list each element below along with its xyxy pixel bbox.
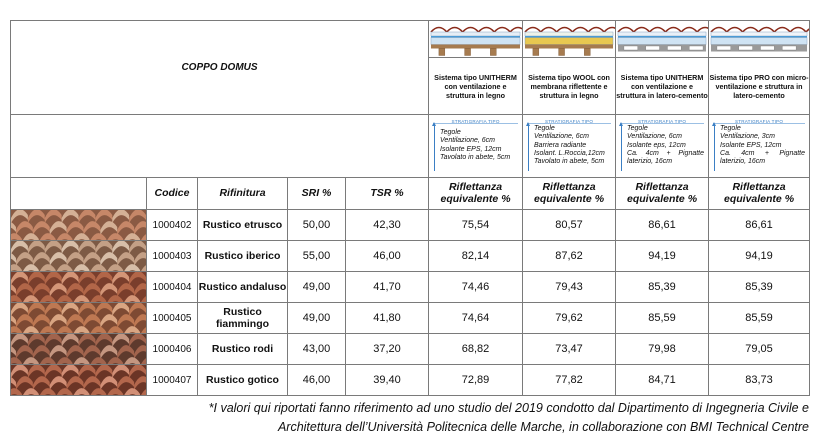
- strat-layer: Tavolato in abete, 5cm: [534, 158, 605, 166]
- col-riflettanza-3: Riflettanza equivalente %: [616, 178, 709, 210]
- table-row: [11, 272, 810, 303]
- cell-sri: 43,00: [288, 334, 346, 365]
- roof-tile-image: [11, 210, 146, 240]
- cell-riflettanza: 79,05: [709, 334, 810, 365]
- col-riflettanza-2: Riflettanza equivalente %: [523, 178, 616, 210]
- col-riflettanza-1: Riflettanza equivalente %: [429, 178, 523, 210]
- reflectance-table: [10, 20, 810, 396]
- stratigraphy-1: [429, 115, 523, 178]
- strat-layer: Isolant. L.Roccia,12cm: [534, 149, 605, 157]
- strat-divider: [433, 123, 518, 124]
- cell-codice: 1000405: [147, 303, 198, 334]
- system-name-1: Sistema tipo UNITHERM con ventilazione e struttura in legno: [429, 58, 523, 115]
- strat-layers: [440, 129, 519, 162]
- cell-riflettanza: 87,62: [523, 241, 616, 272]
- cell-rifinitura: Rustico andaluso: [198, 272, 288, 303]
- system-name-4: Sistema tipo PRO con micro-ventilazione e struttura in latero-cemento: [709, 58, 810, 115]
- cell-codice: 1000402: [147, 210, 198, 241]
- roof-tile-image: [11, 365, 146, 395]
- system-image-2: [523, 21, 616, 58]
- cell-sri: 55,00: [288, 241, 346, 272]
- footnote-line-2: Architettura dell’Università Politecnica delle Marche, in collaborazione con BMI Technical Centre: [277, 420, 809, 434]
- strat-layers: [534, 125, 612, 166]
- cell-tsr: 41,80: [346, 303, 429, 334]
- arrow-up-icon: [621, 125, 622, 171]
- arrow-up-icon: [714, 125, 715, 171]
- col-codice: Codice: [147, 178, 198, 210]
- cell-sri: 50,00: [288, 210, 346, 241]
- strat-layer: Tavolato in abete, 5cm: [440, 153, 511, 161]
- strat-divider: [527, 123, 611, 124]
- tile-swatch: [11, 303, 147, 334]
- cell-riflettanza: 84,71: [616, 365, 709, 396]
- cell-rifinitura: Rustico fiammingo: [198, 303, 288, 334]
- stratigraphy-4: [709, 115, 810, 178]
- col-tsr: TSR %: [346, 178, 429, 210]
- cell-sri: 46,00: [288, 365, 346, 396]
- strat-layer: Barriera radiante: [534, 141, 587, 149]
- tile-swatch: [11, 210, 147, 241]
- roof-tile-image: [11, 272, 146, 302]
- strat-layer: Ventilazione, 6cm: [534, 133, 590, 141]
- cell-codice: 1000403: [147, 241, 198, 272]
- cell-riflettanza: 86,61: [709, 210, 810, 241]
- cell-riflettanza: 85,59: [709, 303, 810, 334]
- cell-riflettanza: 85,39: [709, 272, 810, 303]
- cell-riflettanza: 80,57: [523, 210, 616, 241]
- strat-layer: Tegole: [534, 125, 555, 132]
- table-row: [11, 365, 810, 396]
- strat-layer: Ca. 4cm + Pignatte laterizio, 16cm: [627, 149, 705, 166]
- roof-section-concrete-micro-icon: [709, 21, 809, 57]
- tile-swatch: [11, 365, 147, 396]
- cell-rifinitura: Rustico gotico: [198, 365, 288, 396]
- cell-riflettanza: 94,19: [709, 241, 810, 272]
- roof-tile-image: [11, 303, 146, 333]
- system-name-3: Sistema tipo UNITHERM con ventilazione e struttura in latero-cemento: [616, 58, 709, 115]
- strat-divider: [620, 123, 704, 124]
- cell-riflettanza: 77,82: [523, 365, 616, 396]
- system-image-4: [709, 21, 810, 58]
- strat-label: STRATIGRAFIA TIPO: [451, 119, 500, 124]
- tile-swatch: [11, 241, 147, 272]
- cell-riflettanza: 82,14: [429, 241, 523, 272]
- tile-swatch: [11, 334, 147, 365]
- cell-rifinitura: Rustico rodi: [198, 334, 288, 365]
- roof-section-concrete-eps-icon: [616, 21, 708, 57]
- table-title: COPPO DOMUS: [11, 21, 429, 115]
- cell-riflettanza: 79,62: [523, 303, 616, 334]
- cell-riflettanza: 68,82: [429, 334, 523, 365]
- cell-riflettanza: 94,19: [616, 241, 709, 272]
- arrow-up-icon: [434, 125, 435, 171]
- cell-tsr: 46,00: [346, 241, 429, 272]
- system-name-2: Sistema tipo WOOL con membrana riflettente e struttura in legno: [523, 58, 616, 115]
- cell-riflettanza: 79,43: [523, 272, 616, 303]
- cell-riflettanza: 86,61: [616, 210, 709, 241]
- strat-layers: [720, 125, 805, 166]
- col-riflettanza-4: Riflettanza equivalente %: [709, 178, 810, 210]
- strat-label: STRATIGRAFIA TIPO: [637, 119, 687, 124]
- strat-layer: Ventilazione, 6cm: [440, 137, 496, 145]
- table-row: [11, 241, 810, 272]
- roof-section-wood-eps-icon: [429, 21, 522, 57]
- cell-codice: 1000407: [147, 365, 198, 396]
- strat-layer: Isolante eps, 12cm: [627, 141, 686, 149]
- strat-layers: [627, 125, 704, 166]
- cell-sri: 49,00: [288, 272, 346, 303]
- cell-riflettanza: 83,73: [709, 365, 810, 396]
- stratigraphy-3: [616, 115, 709, 178]
- cell-tsr: 39,40: [346, 365, 429, 396]
- cell-sri: 49,00: [288, 303, 346, 334]
- blank-header-cell: [11, 178, 147, 210]
- cell-rifinitura: Rustico etrusco: [198, 210, 288, 241]
- col-rifinitura: Rifinitura: [198, 178, 288, 210]
- strat-layer: Isolante EPS, 12cm: [440, 145, 502, 153]
- strat-layer: Isolante EPS, 12cm: [720, 141, 782, 149]
- strat-layer: Tegole: [720, 125, 741, 132]
- arrow-up-icon: [528, 125, 529, 171]
- cell-tsr: 41,70: [346, 272, 429, 303]
- roof-tile-image: [11, 334, 146, 364]
- strat-label: STRATIGRAFIA TIPO: [544, 119, 594, 124]
- strat-layer: Tegole: [627, 125, 648, 132]
- system-image-3: [616, 21, 709, 58]
- cell-tsr: 42,30: [346, 210, 429, 241]
- strat-layer: Ventilazione, 3cm: [720, 133, 776, 141]
- roof-section-wood-wool-icon: [523, 21, 615, 57]
- cell-riflettanza: 75,54: [429, 210, 523, 241]
- strat-divider: [713, 123, 805, 124]
- cell-riflettanza: 85,39: [616, 272, 709, 303]
- strat-layer: Ca. 4cm + Pignatte laterizio, 16cm: [720, 149, 806, 166]
- roof-tile-image: [11, 241, 146, 271]
- cell-riflettanza: 85,59: [616, 303, 709, 334]
- strat-layer: Tegole: [440, 129, 461, 136]
- stratigraphy-2: [523, 115, 616, 178]
- system-image-1: [429, 21, 523, 58]
- cell-codice: 1000404: [147, 272, 198, 303]
- cell-codice: 1000406: [147, 334, 198, 365]
- table-row: [11, 334, 810, 365]
- cell-riflettanza: 72,89: [429, 365, 523, 396]
- col-sri: SRI %: [288, 178, 346, 210]
- blank-strat-cell: [11, 115, 429, 178]
- table-row: [11, 303, 810, 334]
- strat-label: STRATIGRAFIA TIPO: [734, 119, 784, 124]
- strat-layer: Ventilazione, 6cm: [627, 133, 683, 141]
- cell-riflettanza: 73,47: [523, 334, 616, 365]
- table-row: [11, 210, 810, 241]
- footnote-line-1: *I valori qui riportati fanno riferimento ad uno studio del 2019 condotto dal Dipartimento di Ingegneria Civile e: [208, 401, 809, 415]
- cell-rifinitura: Rustico iberico: [198, 241, 288, 272]
- cell-tsr: 37,20: [346, 334, 429, 365]
- cell-riflettanza: 79,98: [616, 334, 709, 365]
- cell-riflettanza: 74,64: [429, 303, 523, 334]
- cell-riflettanza: 74,46: [429, 272, 523, 303]
- tile-swatch: [11, 272, 147, 303]
